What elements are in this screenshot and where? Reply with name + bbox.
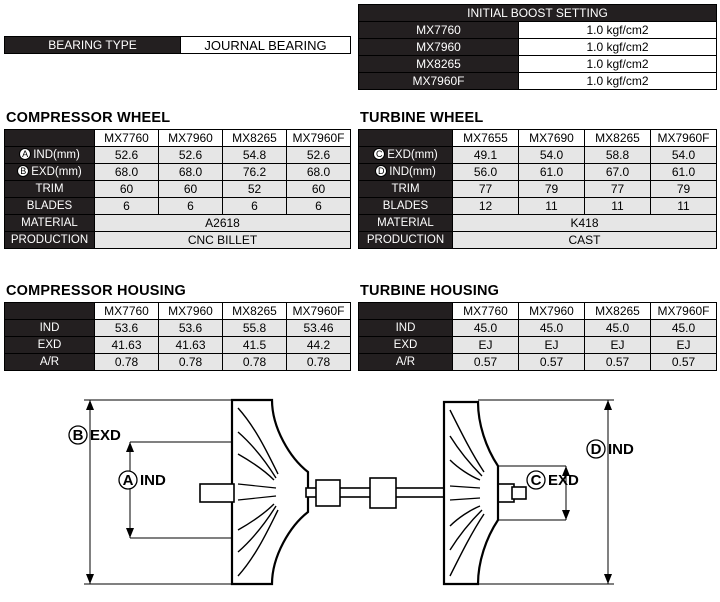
mark-a-icon: A	[19, 148, 31, 160]
column-header: MX7690	[519, 130, 585, 147]
row-label	[359, 164, 453, 181]
row-label: A/R	[359, 354, 453, 371]
cell: 58.8	[585, 147, 651, 164]
svg-text:B: B	[72, 427, 84, 444]
cell: 11	[585, 198, 651, 215]
column-header: MX7960F	[287, 130, 351, 147]
column-header: MX7960	[519, 303, 585, 320]
diagram-label-b	[69, 426, 121, 444]
table-row	[359, 147, 717, 164]
diagram-label-a	[119, 471, 166, 489]
column-header: MX7960F	[651, 130, 717, 147]
turbo-assembly-diagram	[0, 388, 720, 602]
compressor-housing-title: COMPRESSOR HOUSING	[6, 283, 187, 299]
svg-text:A: A	[122, 472, 134, 489]
cell: 53.46	[287, 320, 351, 337]
table-row	[5, 337, 351, 354]
compressor-housing-block	[4, 283, 351, 371]
cell: 54.0	[519, 147, 585, 164]
cell: 55.8	[223, 320, 287, 337]
cell: 0.78	[287, 354, 351, 371]
column-header: MX7960	[159, 303, 223, 320]
cell: 45.0	[651, 320, 717, 337]
row-label: MATERIAL	[5, 215, 95, 232]
column-header: MX7960F	[287, 303, 351, 320]
cell: 0.57	[651, 354, 717, 371]
turbine-wheel-title: TURBINE WHEEL	[360, 110, 484, 126]
corner-cell	[5, 303, 95, 320]
row-label: EXD	[359, 337, 453, 354]
cell: 77	[585, 181, 651, 198]
cell: 61.0	[651, 164, 717, 181]
cell: EJ	[453, 337, 519, 354]
table-row	[359, 5, 717, 22]
initial-boost-setting-table	[358, 4, 717, 90]
row-label: IND	[5, 320, 95, 337]
initial-boost-setting-block	[358, 4, 717, 90]
cell: 0.57	[519, 354, 585, 371]
cell: 53.6	[95, 320, 159, 337]
row-label	[5, 147, 95, 164]
cell: 52.6	[287, 147, 351, 164]
column-header: MX7655	[453, 130, 519, 147]
table-row	[359, 181, 717, 198]
table-row	[359, 164, 717, 181]
cell: 49.1	[453, 147, 519, 164]
column-header: MX8265	[585, 130, 651, 147]
compressor-housing-table	[4, 302, 351, 371]
cell: 52	[223, 181, 287, 198]
table-row	[5, 147, 351, 164]
bearing-type-table	[4, 36, 351, 54]
row-label: IND	[359, 320, 453, 337]
mark-b-icon: B	[17, 165, 29, 177]
table-row	[5, 320, 351, 337]
table-row	[359, 337, 717, 354]
table-row	[5, 232, 351, 249]
cell: 6	[159, 198, 223, 215]
row-label	[5, 164, 95, 181]
bearing-type-value: JOURNAL BEARING	[181, 37, 351, 54]
column-header: MX7960F	[651, 303, 717, 320]
cell: 0.78	[159, 354, 223, 371]
table-row	[5, 303, 351, 320]
svg-text:D: D	[590, 441, 602, 458]
cell: CAST	[453, 232, 717, 249]
label-d-text: IND	[608, 441, 634, 458]
table-row	[5, 354, 351, 371]
row-label-text: EXD(mm)	[31, 165, 82, 178]
cell: 0.78	[95, 354, 159, 371]
boost-value: 1.0 kgf/cm2	[519, 22, 717, 39]
cell: 68.0	[287, 164, 351, 181]
table-row	[359, 198, 717, 215]
mark-d-icon: D	[375, 165, 387, 177]
corner-cell	[359, 303, 453, 320]
cell: EJ	[585, 337, 651, 354]
column-header: MX8265	[223, 303, 287, 320]
cell: K418	[453, 215, 717, 232]
compressor-wheel-table	[4, 129, 351, 249]
row-label-text: IND(mm)	[33, 148, 80, 161]
boost-value: 1.0 kgf/cm2	[519, 56, 717, 73]
boost-model: MX7760	[359, 22, 519, 39]
bearing-type-block	[4, 36, 351, 54]
table-row	[5, 130, 351, 147]
cell: 11	[519, 198, 585, 215]
column-header: MX7760	[95, 303, 159, 320]
diagram-label-c	[527, 471, 579, 489]
column-header: MX7960	[159, 130, 223, 147]
table-row	[5, 215, 351, 232]
cell: 54.8	[223, 147, 287, 164]
cell: 52.6	[95, 147, 159, 164]
table-row	[359, 73, 717, 90]
cell: 68.0	[159, 164, 223, 181]
cell: 77	[453, 181, 519, 198]
cell: 0.57	[585, 354, 651, 371]
cell: EJ	[651, 337, 717, 354]
cell: 12	[453, 198, 519, 215]
diagram-label-d	[587, 440, 634, 458]
cell: 54.0	[651, 147, 717, 164]
table-row	[359, 39, 717, 56]
cell: 79	[651, 181, 717, 198]
table-row	[5, 181, 351, 198]
turbine-wheel-table	[358, 129, 717, 249]
cell: 45.0	[453, 320, 519, 337]
cell: CNC BILLET	[95, 232, 351, 249]
row-label: A/R	[5, 354, 95, 371]
row-label	[359, 147, 453, 164]
boost-value: 1.0 kgf/cm2	[519, 39, 717, 56]
table-row	[359, 215, 717, 232]
row-label: EXD	[5, 337, 95, 354]
cell: 41.5	[223, 337, 287, 354]
table-row	[5, 198, 351, 215]
row-label: MATERIAL	[359, 215, 453, 232]
boost-model: MX8265	[359, 56, 519, 73]
label-a-text: IND	[140, 472, 166, 489]
cell: 6	[223, 198, 287, 215]
table-row	[359, 303, 717, 320]
row-label-text: EXD(mm)	[387, 148, 438, 161]
boost-title: INITIAL BOOST SETTING	[359, 5, 717, 22]
turbine-housing-table	[358, 302, 717, 371]
row-label: TRIM	[359, 181, 453, 198]
row-label: PRODUCTION	[5, 232, 95, 249]
cell: 61.0	[519, 164, 585, 181]
boost-model: MX7960	[359, 39, 519, 56]
cell: 68.0	[95, 164, 159, 181]
cell: 11	[651, 198, 717, 215]
label-b-text: EXD	[90, 427, 121, 444]
cell: 53.6	[159, 320, 223, 337]
cell: 6	[287, 198, 351, 215]
table-row	[5, 164, 351, 181]
turbine-wheel-block	[358, 110, 717, 249]
cell: 56.0	[453, 164, 519, 181]
turbine-housing-block	[358, 283, 717, 371]
table-row	[359, 320, 717, 337]
row-label: PRODUCTION	[359, 232, 453, 249]
table-row	[359, 56, 717, 73]
cell: 60	[159, 181, 223, 198]
row-label-text: IND(mm)	[389, 165, 436, 178]
cell: 79	[519, 181, 585, 198]
bearing-type-label: BEARING TYPE	[5, 37, 181, 54]
column-header: MX8265	[223, 130, 287, 147]
cell: 0.78	[223, 354, 287, 371]
table-row	[5, 37, 351, 54]
table-row	[359, 22, 717, 39]
compressor-wheel-title: COMPRESSOR WHEEL	[6, 110, 171, 126]
cell: 76.2	[223, 164, 287, 181]
cell: 45.0	[519, 320, 585, 337]
row-label: BLADES	[5, 198, 95, 215]
cell: A2618	[95, 215, 351, 232]
boost-value: 1.0 kgf/cm2	[519, 73, 717, 90]
cell: 44.2	[287, 337, 351, 354]
svg-text:C: C	[530, 472, 542, 489]
table-row	[359, 130, 717, 147]
table-row	[359, 232, 717, 249]
turbine-housing-title: TURBINE HOUSING	[360, 283, 500, 299]
mark-c-icon: C	[373, 148, 385, 160]
column-header: MX7760	[95, 130, 159, 147]
compressor-wheel-block	[4, 110, 351, 249]
row-label: TRIM	[5, 181, 95, 198]
corner-cell	[359, 130, 453, 147]
row-label: BLADES	[359, 198, 453, 215]
column-header: MX7760	[453, 303, 519, 320]
cell: 45.0	[585, 320, 651, 337]
cell: 67.0	[585, 164, 651, 181]
label-c-text: EXD	[548, 472, 579, 489]
table-row	[359, 354, 717, 371]
cell: EJ	[519, 337, 585, 354]
boost-model: MX7960F	[359, 73, 519, 90]
cell: 41.63	[159, 337, 223, 354]
column-header: MX8265	[585, 303, 651, 320]
corner-cell	[5, 130, 95, 147]
cell: 0.57	[453, 354, 519, 371]
cell: 52.6	[159, 147, 223, 164]
cell: 6	[95, 198, 159, 215]
cell: 60	[287, 181, 351, 198]
cell: 41.63	[95, 337, 159, 354]
cell: 60	[95, 181, 159, 198]
